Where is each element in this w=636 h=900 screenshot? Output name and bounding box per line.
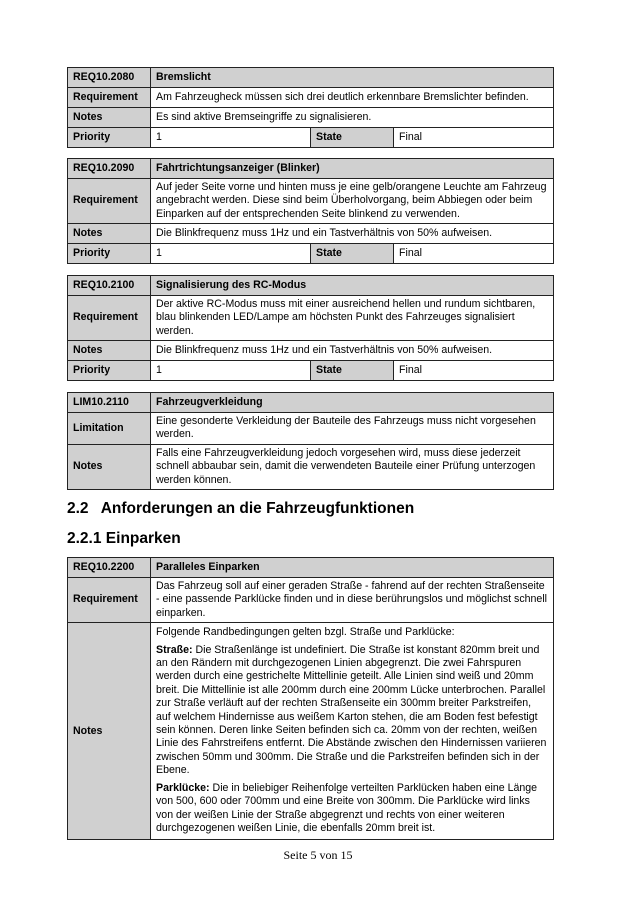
subsection-title: Einparken (105, 530, 181, 547)
priority-value: 1 (151, 244, 311, 264)
state-value: Final (394, 244, 554, 264)
requirement-text: Auf jeder Seite vorne und hinten muss je eine gelb/orangene Leuchte am Fahrzeug angebracht werden. Diese sind beim Überholvorgang, beim Abbiegen oder beim Einparken auf der entsprechenden Seite blinkend zu verwenden. (151, 179, 554, 224)
subsection-heading (67, 530, 181, 548)
requirement-id: REQ10.2200 (68, 558, 151, 578)
requirement-title: Paralleles Einparken (151, 558, 554, 578)
notes-strasse (156, 644, 548, 778)
priority-label: Priority (68, 128, 151, 148)
priority-value: 1 (151, 128, 311, 148)
section-heading (67, 500, 414, 518)
requirement-id: REQ10.2090 (68, 159, 151, 179)
requirement-text: Am Fahrzeugheck müssen sich drei deutlich erkennbare Bremslichter befinden. (151, 88, 554, 108)
page-footer: Seite 5 von 15 (283, 848, 353, 862)
requirement-label: Requirement (68, 578, 151, 623)
state-value: Final (394, 361, 554, 381)
requirement-label: Requirement (68, 88, 151, 108)
section-number: 2.2 (67, 500, 89, 517)
strasse-text: Die Straßenlänge ist undefiniert. Die Straße ist konstant 820mm breit und an den Rändern mit durchgezogenen Linien abgegrenzt. Die zwei Fahrspuren werden durch eine gestrichelte Mittellinie geteilt. Alle Linien sind weiß und 20mm breit. Die Mittellinie ist alle 200mm durch eine 200mm Lücke unterbrochen. Parallel zur Straße verläuft auf der rechten Straßenseite ein 300mm breiter Parkstreifen, auf welchem Hindernisse aus weißem Karton stehen, die am Boden fest befestigt sein können. Deren linke Seiten befinden sich ca. 20mm von der rechten, weißen Linie des Fahrstreifens entfernt. Die Abstände zwischen den Hindernissen variieren zwischen 50mm und 300mm. Die Straße und die Parkstreifen befinden sich in der Ebene. (156, 643, 547, 777)
strasse-label: Straße: (156, 643, 193, 656)
requirement-text: Das Fahrzeug soll auf einer geraden Straße - fahrend auf der rechten Straßenseite - eine passende Parklücke finden und in diese berührungslos und möglichst schnell einparken. (151, 578, 554, 623)
notes-label: Notes (68, 623, 151, 840)
requirement-table-req10-2090 (67, 158, 554, 264)
requirement-title: Fahrtrichtungsanzeiger (Blinker) (151, 159, 554, 179)
notes-text: Die Blinkfrequenz muss 1Hz und ein Tastverhältnis von 50% aufweisen. (151, 341, 554, 361)
notes-label: Notes (68, 224, 151, 244)
notes-parkluecke (156, 782, 548, 836)
notes-label: Notes (68, 341, 151, 361)
requirement-table-req10-2200 (67, 557, 554, 840)
limitation-label: Limitation (68, 413, 151, 445)
limitation-text: Eine gesonderte Verkleidung der Bauteile des Fahrzeugs muss nicht vorgesehen werden. (151, 413, 554, 445)
limitation-title: Fahrzeugverkleidung (151, 393, 554, 413)
requirement-text: Der aktive RC-Modus muss mit einer ausreichend hellen und rundum sichtbaren, blau blinkenden LED/Lampe am höchsten Punkt des Fahrzeuges signalisiert werden. (151, 296, 554, 341)
requirement-title: Bremslicht (151, 68, 554, 88)
notes-text: Es sind aktive Bremseingriffe zu signalisieren. (151, 108, 554, 128)
requirement-title: Signalisierung des RC-Modus (151, 276, 554, 296)
notes-label: Notes (68, 444, 151, 489)
requirement-label: Requirement (68, 179, 151, 224)
requirement-table-req10-2100 (67, 275, 554, 381)
limitation-id: LIM10.2110 (68, 393, 151, 413)
state-label: State (311, 361, 394, 381)
limitation-table-lim10-2110 (67, 392, 554, 490)
priority-value: 1 (151, 361, 311, 381)
requirement-table-req10-2080 (67, 67, 554, 148)
notes-label: Notes (68, 108, 151, 128)
parkluecke-text: Die in beliebiger Reihenfolge verteilten Parklücken haben eine Länge von 500, 600 oder 700mm und eine Breite von 300mm. Die Parklücke wird links von der weißen Linie der Straße abgegrenzt und rechts von einer weiteren durchgezogenen weißen Linie, die ebenfalls 20mm breit ist. (156, 781, 538, 834)
parkluecke-label: Parklücke: (156, 781, 210, 794)
requirement-label: Requirement (68, 296, 151, 341)
subsection-number: 2.2.1 (67, 530, 102, 547)
notes-text: Die Blinkfrequenz muss 1Hz und ein Tastverhältnis von 50% aufweisen. (151, 224, 554, 244)
state-label: State (311, 128, 394, 148)
priority-label: Priority (68, 244, 151, 264)
requirement-id: REQ10.2080 (68, 68, 151, 88)
requirement-id: REQ10.2100 (68, 276, 151, 296)
state-value: Final (394, 128, 554, 148)
priority-label: Priority (68, 361, 151, 381)
notes-content (151, 623, 554, 840)
notes-intro: Folgende Randbedingungen gelten bzgl. Straße und Parklücke: (156, 626, 455, 639)
state-label: State (311, 244, 394, 264)
section-title: Anforderungen an die Fahrzeugfunktionen (100, 500, 415, 517)
notes-text: Falls eine Fahrzeugverkleidung jedoch vorgesehen wird, muss diese jederzeit schnell abbaubar sein, damit die verwendeten Bauteile einer Prüfung unterzogen werden können. (151, 444, 554, 489)
